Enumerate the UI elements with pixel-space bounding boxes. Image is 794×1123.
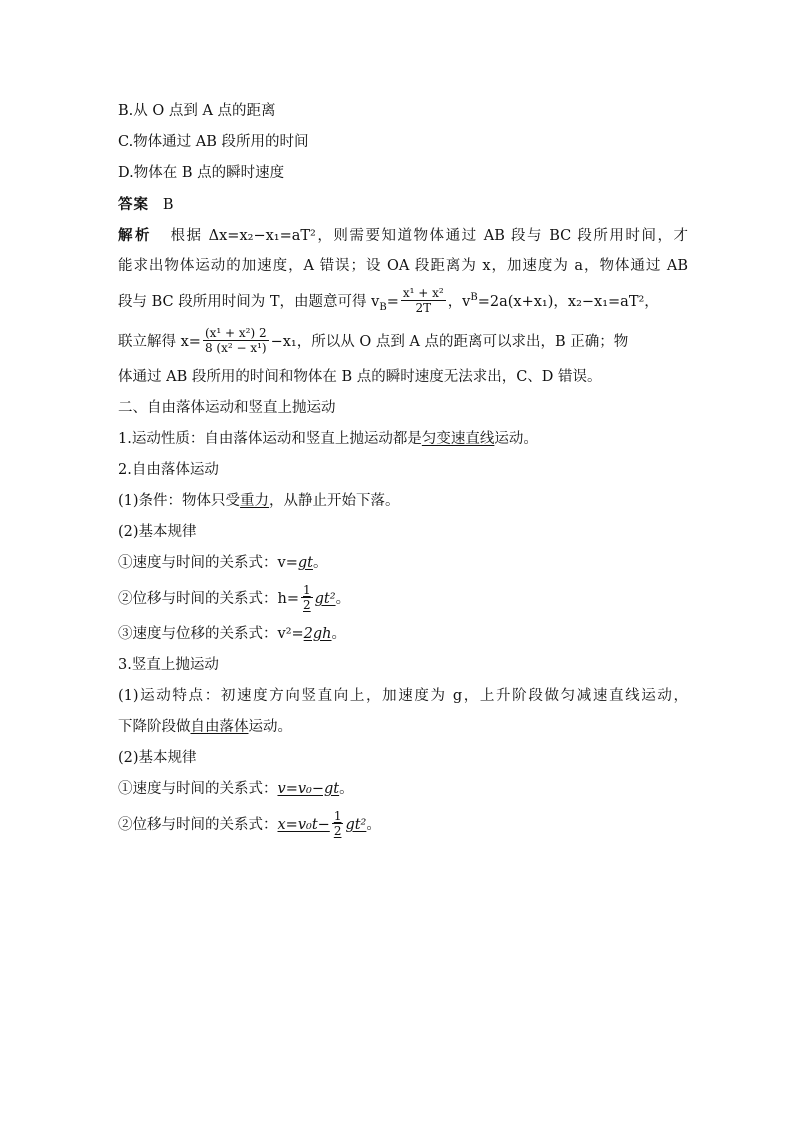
fraction-x: $\frac{\text{(x¹ + x²) 2}}{\text{8 (x² − x¹)}}$ (204, 325, 267, 355)
item-2-rule-3: ③速度与位移的关系式：v²=2gh。 (118, 626, 347, 642)
analysis-line-4: 联立解得 x= $\frac{\text{(x¹ + x²) 2}}{\text{8 (x² − x¹)}}$ −x₁，所以从 O 点到 A 点的距离可以求出，B 正确；物 (118, 325, 629, 355)
item-2-rule-2: ②位移与时间的关系式：h= $\frac{1}{2}$ gt²。 (118, 582, 351, 612)
section-2-title: 二、自由落体运动和竖直上抛运动 (118, 400, 336, 416)
item-2-rule-1: ①速度与时间的关系式：v=gt。 (118, 555, 328, 571)
item-3-rule-2: ②位移与时间的关系式：x=v₀t− $\frac{1}{2}$ gt²。 (118, 808, 381, 838)
option-b: B.从 O 点到 A 点的距离 (118, 103, 276, 119)
answer-line (118, 189, 688, 220)
fraction-half: $\frac{1}{2}$ (303, 582, 311, 612)
option-c: C.物体通过 AB 段所用的时间 (118, 134, 309, 150)
fraction-half-2: $\frac{1}{2}$ (333, 808, 342, 838)
analysis-line-1: 解析 根据 Δx=x₂−x₁=aT²，则需要知道物体通过 AB 段与 BC 段所用时间，才 (118, 227, 689, 244)
option-d: D.物体在 B 点的瞬时速度 (118, 165, 285, 181)
item-1: 1.运动性质：自由落体运动和竖直上抛运动都是匀变速直线运动。 (118, 431, 538, 447)
item-3-rule-1: ①速度与时间的关系式：v=v₀−gt。 (118, 781, 354, 797)
fraction-vb: $\frac{\text{x¹ + x²}}{2T}$ (402, 285, 444, 315)
item-2-condition: (1)条件：物体只受重力，从静止开始下落。 (118, 493, 400, 509)
item-2-title: 2.自由落体运动 (118, 462, 219, 478)
item-3-feature-line-2: 下降阶段做自由落体运动。 (118, 719, 292, 735)
answer-value: B (162, 197, 174, 213)
analysis-line-5: 体通过 AB 段所用的时间和物体在 B 点的瞬时速度无法求出，C、D 错误。 (118, 369, 602, 385)
answer-label: 答案 (118, 196, 149, 213)
analysis-label: 解析 (118, 227, 153, 244)
analysis-line-2: 能求出物体运动的加速度，A 错误；设 OA 段距离为 x，加速度为 a，物体通过 AB (118, 258, 688, 274)
document-page (118, 96, 688, 845)
item-3-rule-title: (2)基本规律 (118, 750, 197, 766)
item-3-feature-line-1: (1)运动特点：初速度方向竖直向上，加速度为 g，上升阶段做匀减速直线运动， (118, 688, 688, 704)
analysis-line-3: 段与 BC 段所用时间为 T，由题意可得 $v_B=$ $\frac{\text{x¹ + x²}}{2T}$ ，$v^B=2a(x+x_1)$，x₂−x₁=aT²， (118, 285, 659, 315)
item-3-title: 3.竖直上抛运动 (118, 657, 219, 673)
item-2-rule-title: (2)基本规律 (118, 524, 197, 540)
